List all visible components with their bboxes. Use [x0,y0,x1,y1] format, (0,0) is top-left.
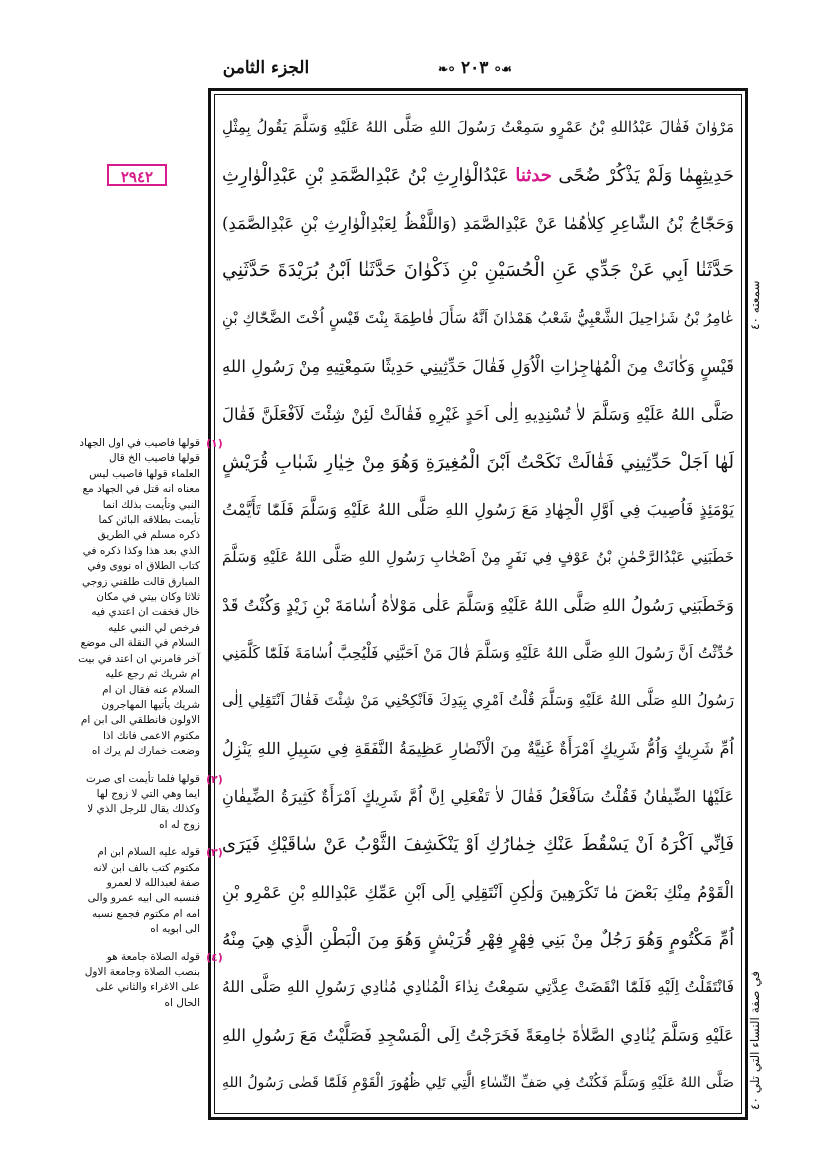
page-number-text: ٢٠٣ [460,58,489,78]
text-line: قَيْسٍ وَكٰانَتْ مِنَ الْمُهٰاجِرٰاتِ الْاُوَلِ فَقٰالَ حَدِّثِينِي حَدِيثًا سَمِعْتِيهِ مِنْ رَسُولِ اللهِ [222,356,734,376]
text-line: خَطَبَنِي عَبْدُالرَّحْمٰنِ بْنُ عَوْفٍ فِي نَفَرٍ مِنْ اَصْحٰابِ رَسُولِ اللهِ صَلَّى اللهُ عَلَيْهِ وَسَلَّمَ [222,548,734,567]
text-line: حُدِّثْتُ اَنَّ رَسُولَ اللهِ صَلَّى اللهُ عَلَيْهِ وَسَلَّمَ قٰالَ مَنْ اَحَبَّنِي فَلْيُحِبَّ اُسٰامَةَ فَلَمّٰا كَلَّمَنِي [222,643,734,662]
text-line: لَهٰا اَجَلْ حَدِّثِينِي فَقٰالَتْ نَكَحْتُ اَبْنَ الْمُغِيرَةِ وَهُوَ مِنْ خِيٰارِ شَبٰابِ قُرَيْشٍ [222,451,734,473]
text-line: عَلَيْهِ وَسَلَّمَ يُنٰادِي الصَّلاٰةَ جٰامِعَةً فَخَرَجْتُ اِلَى الْمَسْجِدِ فَصَلَّيْتُ مَعَ رَسُولِ اللهِ [222,1026,734,1046]
margin-note-lower: في صفة النساء التي تلي ٤٠ [748,971,762,1110]
text-line: فَاِنِّي اَكْرَهُ اَنْ يَسْقُطَ عَنْكِ خِمٰارُكِ اَوْ يَنْكَشِفَ الثَّوْبُ عَنْ سٰاقَيْكِ فَيَرَى [222,833,734,855]
text-line [222,152,734,200]
footnote-text: قولها فلما تأيمت اى صرت ايما وهي التي لا زوج لها وكذلك يقال للرجل الذي لا زوج له اه [86,772,200,831]
volume-title: الجزء الثامن [222,58,310,78]
footnote [78,950,223,1012]
text-line: وَخَطَبَنِي رَسُولُ اللهِ صَلَّى اللهُ عَلَيْهِ وَسَلَّمَ عَلٰى مَوْلاٰهُ اُسٰامَةَ بْنِ زَيْدٍ وَكُنْتُ قَدْ [222,595,734,615]
footnote-number: (١) [206,437,223,450]
footnote [78,772,223,834]
text-line: اُمِّ مَكْتُومٍ وَهُوَ رَجُلٌ مِنْ بَنِي فِهْرٍ فِهْرِ قُرَيْشٍ وَهُوَ مِنَ الْبَطْنِ الَّذِي هِيَ مِنْهُ [222,929,734,950]
text-line: الْقَوْمُ مِنْكِ بَعْضَ مٰا تَكْرَهِينَ وَلٰكِنِ اَنْتَقِلِي اِلَى اَبْنِ عَمِّكِ عَبْدِاللهِ بْنِ عَمْرِو بْنِ [222,882,734,902]
text-line: وَحَجّٰاجُ بْنُ الشّٰاعِرِ كِلاٰهُمٰا عَنْ عَبْدِالصَّمَدِ (وَاللَّفْظُ لِعَبْدِالْوٰارِثِ بْنِ عَبْدِالصَّمَدِ) [222,213,734,233]
footnote-number: (٤) [206,950,223,964]
footnote [78,845,223,937]
footnote-text: قوله عليه السلام ابن ام مكتوم كتب بالف ابن لانه صفة لعبدالله لا لعمرو فنسبه الى ابيه عمرو والى امه ام مكتوم فجمع نسبه الى ابويه اه [87,846,200,936]
margin-note-upper: سمعته ٤٠ [748,280,762,330]
footnote-number: (٢) [206,772,223,786]
text-line: يَوْمَئِذٍ فَاُصِيبَ فِي اَوَّلِ الْجِهٰادِ مَعَ رَسُولِ اللهِ صَلَّى اللهُ عَلَيْهِ وَسَلَّمَ فَلَمّٰا تَأَيَّمْتُ [222,500,734,520]
footnote [78,436,223,760]
page-number [410,58,540,78]
narration-keyword: حدثنا [515,164,552,186]
text-line: عٰامِرُ بْنُ شَرٰاحِيلَ الشَّعْبِيُّ شَعْبُ هَمْدٰانَ اَنَّهُ سَأَلَ فٰاطِمَةَ بِنْتَ قَيْسٍ اُخْتَ الضَّحّٰاكِ بْنِ [222,309,734,328]
text-line: فَانْتَقَلْتُ اِلَيْهِ فَلَمّٰا انْقَضَتْ عِدَّتِي سَمِعْتُ نِدٰاءَ الْمُنٰادِي مُنٰادِي رَسُولِ اللهِ صَلَّى اللهُ [222,978,734,997]
text-line: حَدَّثَنٰا اَبِي عَنْ جَدِّي عَنِ الْحُسَيْنِ بْنِ ذَكْوٰانَ حَدَّثَنٰا اَبْنُ بُرَيْدَةَ حَدَّثَنِي [222,259,734,282]
text-line: عَلَيْهٰا الضِّيفٰانُ فَقُلْتُ سَاَفْعَلُ فَقٰالَ لاٰ تَفْعَلِي اِنَّ اُمَّ شَرِيكٍ اَمْرَأَةٌ كَثِيرَةُ الضِّيفٰانِ [222,787,734,807]
main-text [222,104,734,1108]
ornament-icon: ❧⸰ [438,62,456,76]
footnote-text: قولها فاصيب في اول الجهاد قولها فاصيب الخ قال العلماء قولها فاصيب ليس معناه انه قتل في الجهاد مع النبي وتأيمت بذلك انما تأيمت بطلاقه البائن كما ذكره مسلم في الطريق الذي بعد هذا وكذا ذكره في كتاب الطلاق اه نووى وفي المبارق قالت طلقني زوجي ثلاثا وكان بيتي في مكان خال فخفت ان اعتدي فيه فرخص لي النبي عليه السلام في النقلة الى موضع آخر فامرني ان اعتد في بيت ام شريك ثم رجع عليه السلام عنه فقال ان ام شريك يأتيها المهاجرون الاولون فانطلقي الى ابن ام مكتوم الاعمى فانك اذا وضعت خمارك لم يرك اه [78,437,200,758]
text-line: صَلَّى اللهُ عَلَيْهِ وَسَلَّمَ لاٰ تُسْنِدِيهِ اِلٰى اَحَدٍ غَيْرِهِ فَقٰالَتْ لَئِنْ شِئْتَ لَاَفْعَلَنَّ فَقٰالَ [222,404,734,424]
text-line: اُمِّ شَرِيكٍ وَاُمُّ شَرِيكٍ اَمْرَأَةٌ غَنِيَّةٌ مِنَ الْاَنْصٰارِ عَظِيمَةُ النَّفَقَةِ فِي سَبِيلِ اللهِ يَنْزِلُ [222,739,734,759]
text-line: مَرْوٰانَ فَقٰالَ عَبْدُاللهِ بْنُ عَمْرٍو سَمِعْتُ رَسُولَ اللهِ صَلَّى اللهُ عَلَيْهِ وَسَلَّمَ يَقُولُ بِمِثْلِ [222,118,734,136]
text-line-part: حَدِيثِهِمٰا وَلَمْ يَذْكُرْ ضُحًى [558,164,734,186]
text-line-part: عَبْدُالْوٰارِثِ بْنُ عَبْدِالصَّمَدِ بْنِ عَبْدِالْوٰارِثِ [222,164,509,186]
footnote-text: قوله الصلاة جامعة هو بنصب الصلاة وجامعة الاول على الاغراء والثاني على الحال اه [84,950,200,1009]
text-line: صَلَّى اللهُ عَلَيْهِ وَسَلَّمَ فَكُنْتُ فِي صَفِّ النِّسٰاءِ الَّتِي تَلِي ظُهُورَ الْقَوْمِ فَلَمّٰا قَضٰى رَسُولُ اللهِ [222,1074,734,1091]
hadith-number: ٢٩٤٢ [107,164,167,186]
text-line: رَسُولُ اللهِ صَلَّى اللهُ عَلَيْهِ وَسَلَّمَ قُلْتُ اَمْرِي بِيَدِكَ فَاَنْكِحْنِي مَنْ شِئْتَ فَقٰالَ اَنْتَقِلِي اِلٰى [222,692,734,709]
ornament-icon: ⸰☙ [494,62,512,76]
footnotes [78,436,223,1023]
footnote-number: (٣) [206,846,223,860]
